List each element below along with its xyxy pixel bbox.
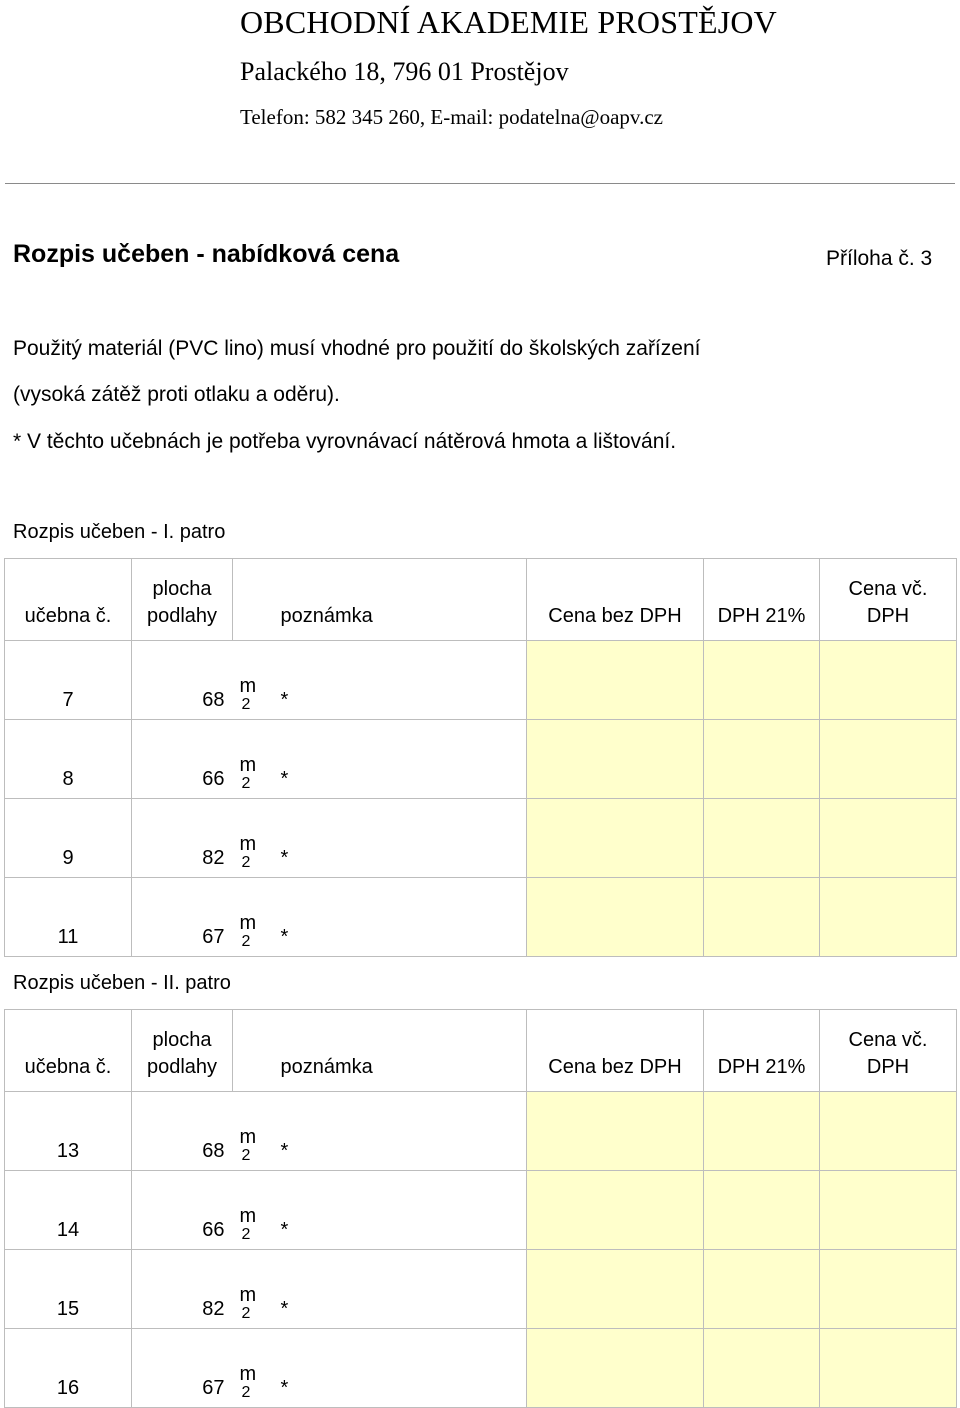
table-row <box>5 1092 957 1171</box>
floor-area: 68 <box>132 1092 233 1171</box>
total-input[interactable] <box>820 1092 957 1171</box>
col-header-vat: DPH 21% <box>704 559 820 641</box>
total-input[interactable] <box>820 1171 957 1250</box>
vat-input[interactable] <box>704 878 820 957</box>
table-row <box>5 878 957 957</box>
price-input[interactable] <box>527 1092 704 1171</box>
col-header-area <box>132 1010 233 1092</box>
unit-exponent: 2 <box>241 1384 251 1401</box>
col-header-area <box>132 559 233 641</box>
unit-base: m <box>239 1363 257 1385</box>
unit-exponent: 2 <box>241 1226 251 1243</box>
vat-input[interactable] <box>704 799 820 878</box>
total-input[interactable] <box>820 799 957 878</box>
school-address: Palackého 18, 796 01 Prostějov <box>240 57 569 86</box>
col-header-area-line-1: plocha <box>152 578 212 600</box>
col-header-total-line-2: DPH <box>866 1056 910 1078</box>
price-input[interactable] <box>527 1250 704 1329</box>
area-unit <box>233 799 277 878</box>
room-note: * <box>277 799 527 878</box>
unit-base: m <box>239 1126 257 1148</box>
room-note: * <box>277 1329 527 1408</box>
col-header-area-line-1: plocha <box>152 1029 212 1051</box>
total-input[interactable] <box>820 1250 957 1329</box>
total-input[interactable] <box>820 1329 957 1408</box>
room-number: 9 <box>5 799 132 878</box>
total-input[interactable] <box>820 641 957 720</box>
room-note: * <box>277 641 527 720</box>
area-unit <box>233 720 277 799</box>
price-input[interactable] <box>527 641 704 720</box>
unit-base: m <box>239 754 257 776</box>
vat-input[interactable] <box>704 720 820 799</box>
floor-area: 66 <box>132 720 233 799</box>
col-header-price: Cena bez DPH <box>527 1010 704 1092</box>
col-header-total-line-2: DPH <box>866 605 910 627</box>
vat-input[interactable] <box>704 1250 820 1329</box>
floor-1-table <box>4 558 957 957</box>
price-input[interactable] <box>527 1171 704 1250</box>
total-input[interactable] <box>820 720 957 799</box>
room-note: * <box>277 1171 527 1250</box>
area-unit <box>233 1250 277 1329</box>
material-note-line-2: (vysoká zátěž proti otlaku a oděru). <box>13 383 340 406</box>
room-number: 15 <box>5 1250 132 1329</box>
school-name: OBCHODNÍ AKADEMIE PROSTĚJOV <box>240 4 777 40</box>
floor-area: 67 <box>132 1329 233 1408</box>
col-header-room: učebna č. <box>5 559 132 641</box>
room-number: 11 <box>5 878 132 957</box>
room-number: 7 <box>5 641 132 720</box>
area-unit <box>233 1171 277 1250</box>
table-row <box>5 799 957 878</box>
floor-area: 66 <box>132 1171 233 1250</box>
floor-2-label: Rozpis učeben - II. patro <box>13 972 231 994</box>
col-header-note: poznámka <box>277 559 527 641</box>
floor-2-table <box>4 1009 957 1408</box>
col-header-total-line-1: Cena vč. <box>848 578 928 600</box>
col-header-total <box>820 559 957 641</box>
col-header-room: učebna č. <box>5 1010 132 1092</box>
table-header-row <box>5 559 957 641</box>
area-unit <box>233 878 277 957</box>
room-note: * <box>277 1250 527 1329</box>
floor-area: 68 <box>132 641 233 720</box>
unit-exponent: 2 <box>241 1305 251 1322</box>
col-header-price: Cena bez DPH <box>527 559 704 641</box>
col-header-vat: DPH 21% <box>704 1010 820 1092</box>
unit-exponent: 2 <box>241 854 251 871</box>
col-header-total-line-1: Cena vč. <box>848 1029 928 1051</box>
table-row <box>5 641 957 720</box>
unit-base: m <box>239 1284 257 1306</box>
col-header-area-line-2: podlahy <box>146 1056 218 1078</box>
col-header-total <box>820 1010 957 1092</box>
school-contact: Telefon: 582 345 260, E-mail: podatelna@oapv.cz <box>240 105 663 129</box>
room-note: * <box>277 1092 527 1171</box>
table-header-row <box>5 1010 957 1092</box>
room-note: * <box>277 878 527 957</box>
vat-input[interactable] <box>704 1329 820 1408</box>
unit-exponent: 2 <box>241 696 251 713</box>
header-divider <box>5 183 955 184</box>
appendix-label: Příloha č. 3 <box>826 247 933 270</box>
col-header-note: poznámka <box>277 1010 527 1092</box>
unit-base: m <box>239 833 257 855</box>
col-header-unit <box>233 559 277 641</box>
area-unit <box>233 1329 277 1408</box>
area-unit <box>233 641 277 720</box>
unit-base: m <box>239 1205 257 1227</box>
unit-exponent: 2 <box>241 775 251 792</box>
unit-base: m <box>239 912 257 934</box>
floor-area: 67 <box>132 878 233 957</box>
vat-input[interactable] <box>704 1171 820 1250</box>
unit-exponent: 2 <box>241 1147 251 1164</box>
table-row <box>5 1250 957 1329</box>
room-number: 13 <box>5 1092 132 1171</box>
floor-1-label: Rozpis učeben - I. patro <box>13 521 226 543</box>
unit-base: m <box>239 675 257 697</box>
room-number: 8 <box>5 720 132 799</box>
room-note: * <box>277 720 527 799</box>
price-input[interactable] <box>527 1329 704 1408</box>
floor-area: 82 <box>132 1250 233 1329</box>
price-input[interactable] <box>527 720 704 799</box>
col-header-area-line-2: podlahy <box>146 605 218 627</box>
document-title: Rozpis učeben - nabídková cena <box>13 240 400 268</box>
col-header-unit <box>233 1010 277 1092</box>
area-unit <box>233 1092 277 1171</box>
floor-area: 82 <box>132 799 233 878</box>
total-input[interactable] <box>820 878 957 957</box>
table-row <box>5 720 957 799</box>
price-input[interactable] <box>527 878 704 957</box>
table-row <box>5 1329 957 1408</box>
vat-input[interactable] <box>704 1092 820 1171</box>
asterisk-note: * V těchto učebnách je potřeba vyrovnávací nátěrová hmota a lištování. <box>13 430 677 453</box>
price-input[interactable] <box>527 799 704 878</box>
material-note-line-1: Použitý materiál (PVC lino) musí vhodné pro použití do školských zařízení <box>13 337 701 360</box>
unit-exponent: 2 <box>241 933 251 950</box>
room-number: 14 <box>5 1171 132 1250</box>
room-number: 16 <box>5 1329 132 1408</box>
vat-input[interactable] <box>704 641 820 720</box>
table-row <box>5 1171 957 1250</box>
